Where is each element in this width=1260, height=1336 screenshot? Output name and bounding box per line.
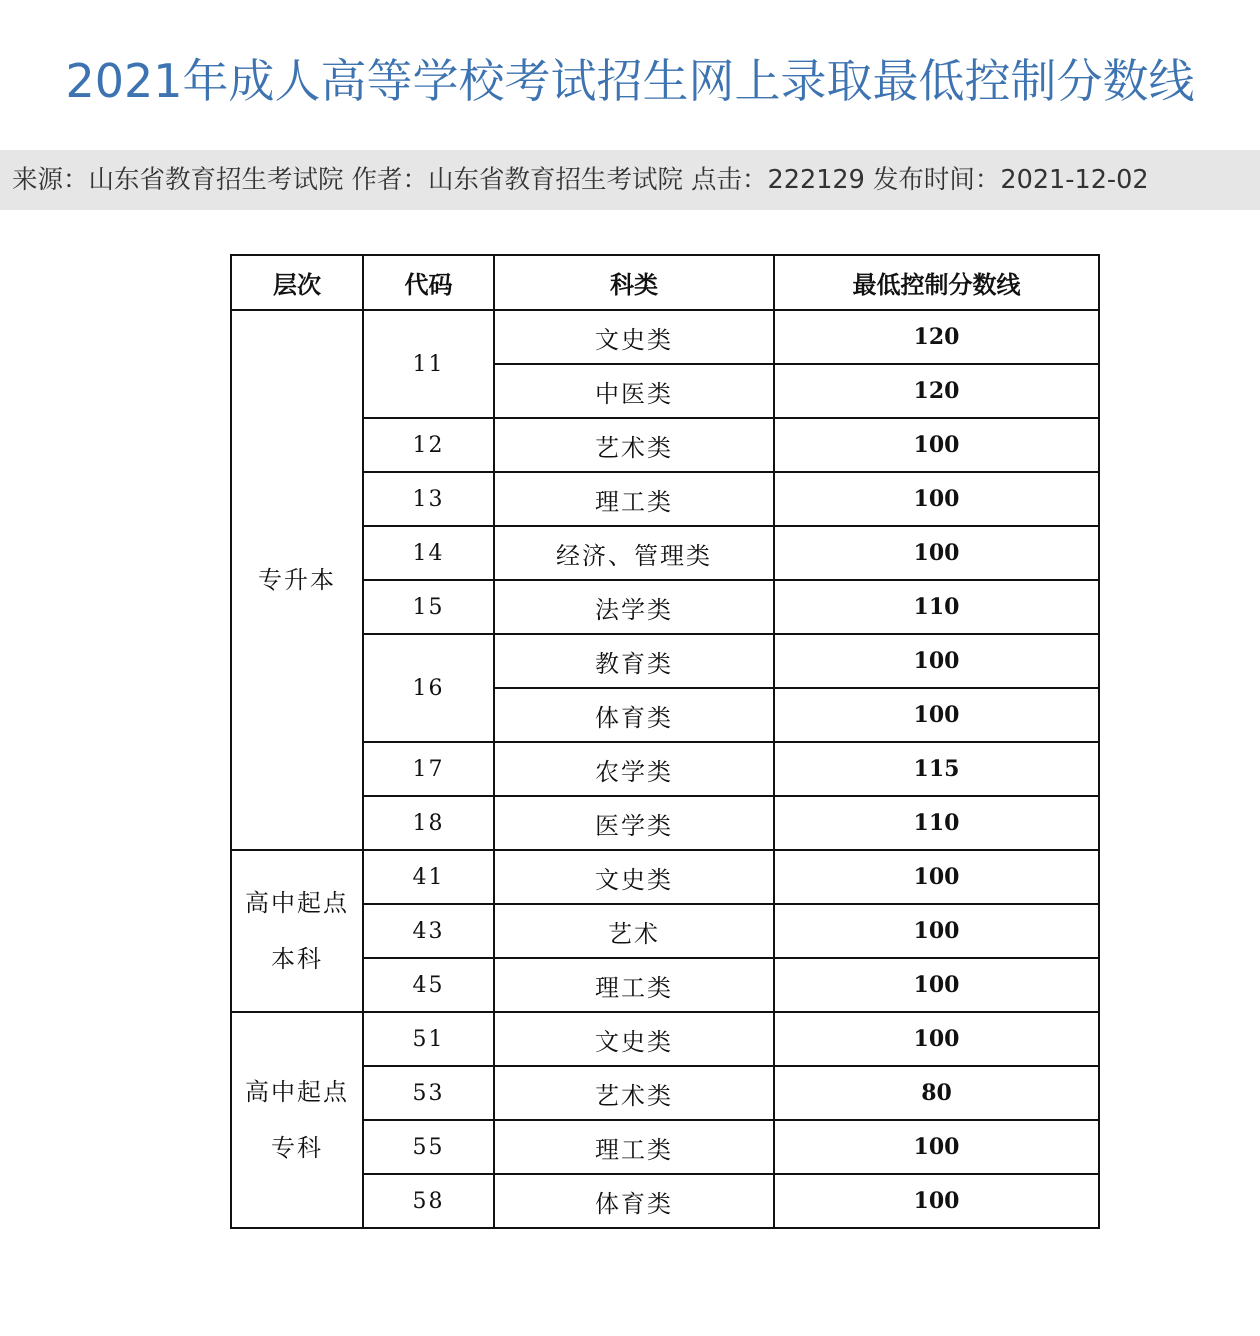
subject-cell: 中医类 [494,364,774,418]
score-table [230,254,1100,1229]
subject-cell: 艺术 [494,904,774,958]
level-cell [231,850,363,1012]
subject-cell: 文史类 [494,1012,774,1066]
meta-publish-date: 发布时间：2021-12-02 [872,165,1149,195]
meta-clicks: 点击：222129 [691,165,865,195]
article-meta-bar [0,150,1260,210]
code-cell: 51 [363,1012,494,1066]
score-cell: 100 [774,1120,1099,1174]
subject-cell: 艺术类 [494,1066,774,1120]
meta-author: 作者：山东省教育招生考试院 [351,165,684,195]
code-cell: 43 [363,904,494,958]
code-cell: 58 [363,1174,494,1228]
subject-cell: 艺术类 [494,418,774,472]
score-cell: 100 [774,688,1099,742]
score-cell: 100 [774,1012,1099,1066]
subject-cell: 体育类 [494,1174,774,1228]
code-cell: 41 [363,850,494,904]
score-cell: 110 [774,580,1099,634]
code-cell: 16 [363,634,494,742]
subject-cell: 体育类 [494,688,774,742]
level-cell [231,310,363,850]
subject-cell: 法学类 [494,580,774,634]
score-table-body [231,310,1099,1228]
table-row [231,310,1099,364]
level-label: 专科 [271,1134,323,1162]
score-cell: 100 [774,850,1099,904]
score-cell: 120 [774,364,1099,418]
header-code: 代码 [363,255,494,310]
header-subject: 科类 [494,255,774,310]
score-cell: 120 [774,310,1099,364]
table-row [231,850,1099,904]
code-cell: 18 [363,796,494,850]
header-row [231,255,1099,310]
score-cell: 100 [774,1174,1099,1228]
code-cell: 11 [363,310,494,418]
level-label: 高中起点 [245,1078,349,1106]
level-cell [231,1012,363,1228]
header-level: 层次 [231,255,363,310]
level-label: 高中起点 [245,889,349,917]
score-table-header [231,255,1099,310]
subject-cell: 文史类 [494,850,774,904]
subject-cell: 教育类 [494,634,774,688]
score-cell: 100 [774,526,1099,580]
code-cell: 15 [363,580,494,634]
subject-cell: 经济、管理类 [494,526,774,580]
level-label: 专升本 [258,566,336,594]
score-cell: 110 [774,796,1099,850]
score-cell: 80 [774,1066,1099,1120]
code-cell: 55 [363,1120,494,1174]
subject-cell: 文史类 [494,310,774,364]
score-cell: 100 [774,472,1099,526]
subject-cell: 理工类 [494,1120,774,1174]
header-min-score: 最低控制分数线 [774,255,1099,310]
code-cell: 13 [363,472,494,526]
subject-cell: 理工类 [494,958,774,1012]
score-cell: 100 [774,634,1099,688]
subject-cell: 医学类 [494,796,774,850]
score-cell: 100 [774,958,1099,1012]
code-cell: 14 [363,526,494,580]
code-cell: 53 [363,1066,494,1120]
code-cell: 12 [363,418,494,472]
code-cell: 45 [363,958,494,1012]
score-cell: 100 [774,418,1099,472]
score-cell: 100 [774,904,1099,958]
subject-cell: 理工类 [494,472,774,526]
page-title: 2021年成人高等学校考试招生网上录取最低控制分数线 [65,54,1195,108]
score-cell: 115 [774,742,1099,796]
level-label: 本科 [271,945,323,973]
subject-cell: 农学类 [494,742,774,796]
code-cell: 17 [363,742,494,796]
meta-source: 来源：山东省教育招生考试院 [12,165,344,195]
table-row [231,1012,1099,1066]
